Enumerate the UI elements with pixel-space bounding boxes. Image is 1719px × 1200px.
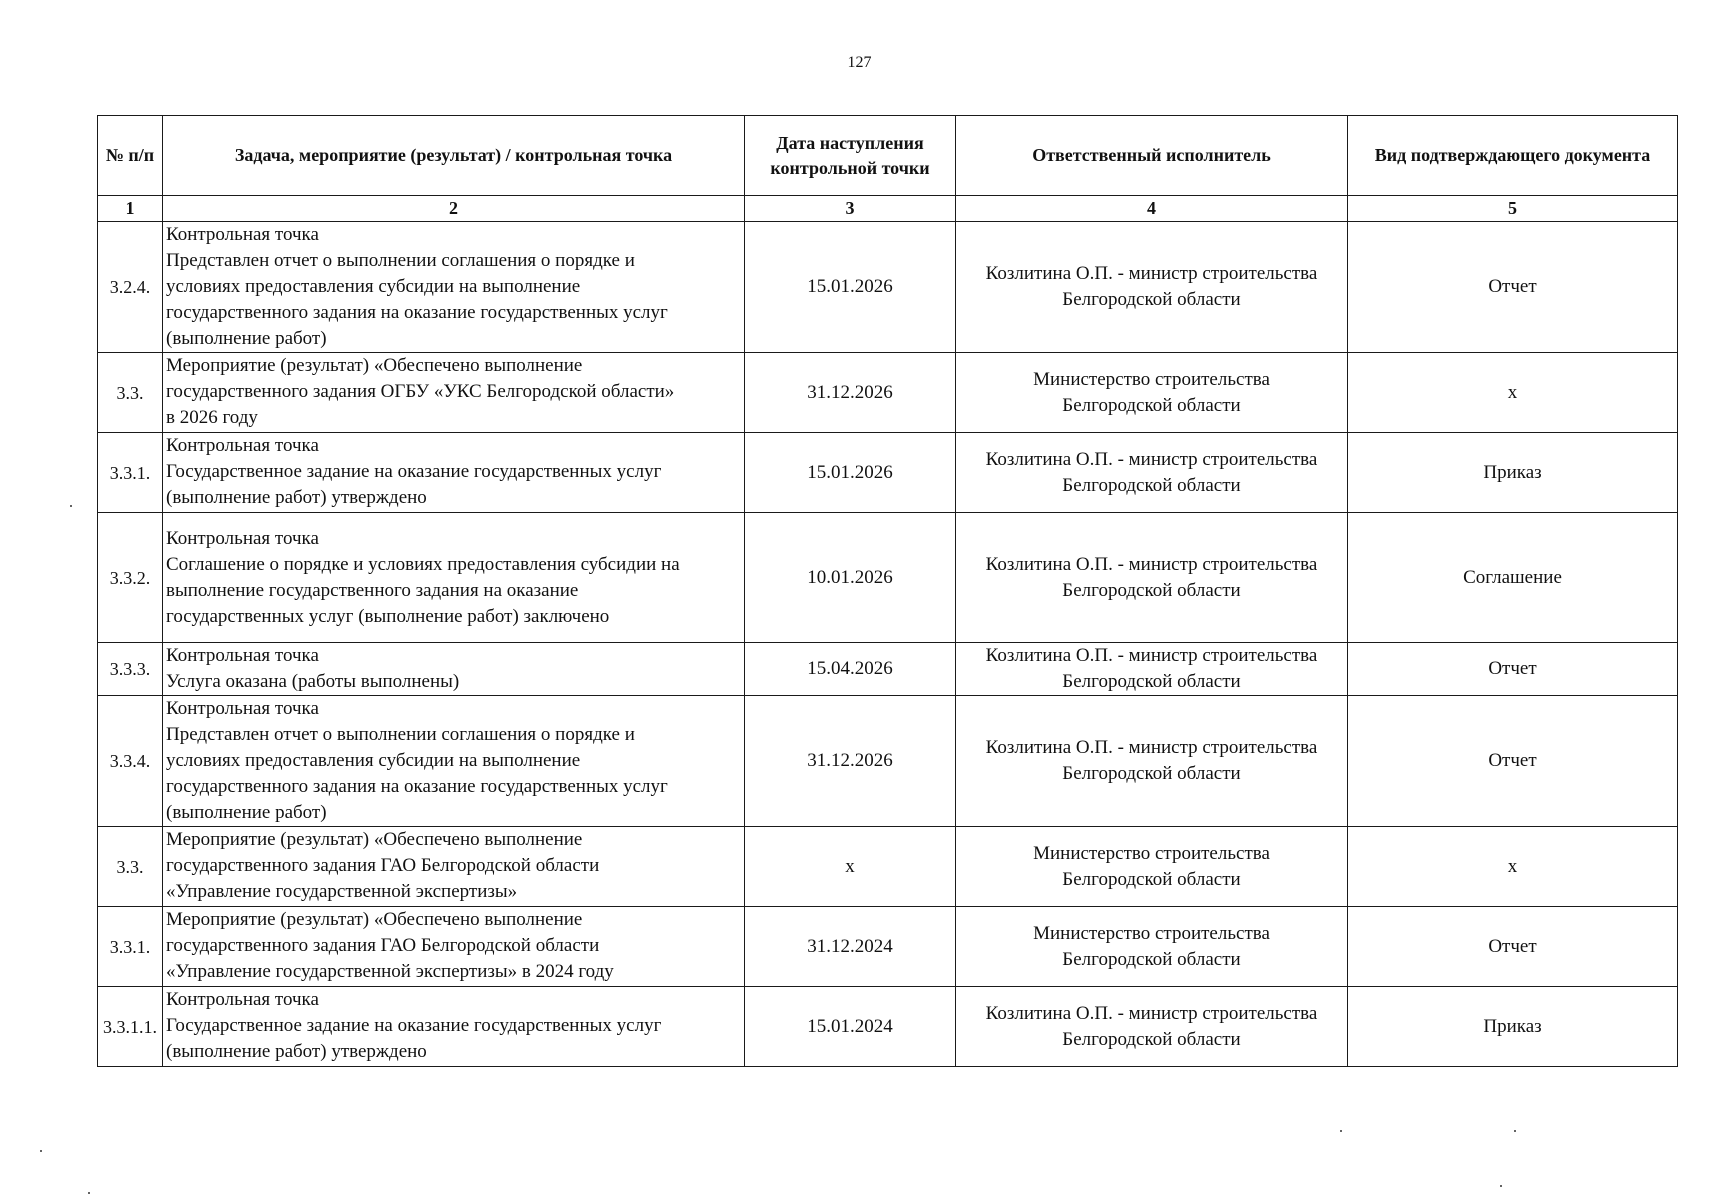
task-cell (163, 353, 745, 433)
responsible-line: Козлитина О.П. - министр строительства (985, 448, 1318, 470)
document-cell: x (1348, 353, 1678, 433)
task-line: Государственное задание на оказание государственных услуг (166, 461, 662, 482)
responsible-cell (956, 696, 1348, 827)
responsible-line: Белгородской области (1062, 1028, 1241, 1050)
responsible-line: Белгородской области (1062, 394, 1241, 416)
task-line: Контрольная точка (166, 435, 319, 456)
document-cell: Отчет (1348, 643, 1678, 696)
responsible-line: Белгородской области (1062, 579, 1241, 601)
responsible-line: Козлитина О.П. - министр строительства (985, 263, 1318, 284)
document-cell: Приказ (1348, 433, 1678, 513)
document-cell: Соглашение (1348, 513, 1678, 643)
document-cell: x (1348, 827, 1678, 907)
responsible-line: Белгородской области (1062, 289, 1241, 310)
row-number: 3.3. (98, 827, 163, 907)
task-cell (163, 907, 745, 987)
responsible-line: Козлитина О.П. - министр строительства (985, 553, 1318, 575)
responsible-line: Козлитина О.П. - министр строительства (985, 737, 1318, 758)
column-number: 2 (163, 196, 745, 222)
task-cell (163, 987, 745, 1067)
task-cell (163, 827, 745, 907)
task-line: государственного задания ГАО Белгородской области (166, 855, 600, 876)
responsible-line: Белгородской области (1062, 868, 1241, 890)
date-cell: x (745, 827, 956, 907)
responsible-cell (956, 907, 1348, 987)
responsible-line: Белгородской области (1062, 763, 1241, 784)
table-header-row (98, 116, 1678, 196)
responsible-cell (956, 513, 1348, 643)
date-cell: 15.01.2026 (745, 222, 956, 353)
task-line: Контрольная точка (166, 989, 319, 1010)
task-line: Услуга оказана (работы выполнены) (166, 671, 460, 692)
date-cell: 31.12.2026 (745, 696, 956, 827)
task-line: Представлен отчет о выполнении соглашения о порядке и (166, 724, 635, 745)
task-line: государственных услуг (выполнение работ) заключено (166, 605, 610, 627)
responsible-line: Белгородской области (1062, 948, 1241, 970)
task-line: (выполнение работ) утверждено (166, 487, 427, 508)
task-line: выполнение государственного задания на оказание (166, 579, 579, 601)
task-line: условиях предоставления субсидии на выполнение (166, 750, 581, 771)
row-number: 3.3.1. (98, 433, 163, 513)
responsible-line: Козлитина О.П. - министр строительства (985, 645, 1318, 666)
task-line: (выполнение работ) (166, 328, 327, 349)
document-cell: Отчет (1348, 222, 1678, 353)
responsible-cell (956, 827, 1348, 907)
date-cell: 31.12.2026 (745, 353, 956, 433)
date-cell: 15.01.2026 (745, 433, 956, 513)
table-row (98, 433, 1678, 513)
header-document: Вид подтверждающего документа (1348, 116, 1678, 196)
task-line: (выполнение работ) (166, 802, 327, 823)
date-cell: 31.12.2024 (745, 907, 956, 987)
task-line: государственного задания на оказание государственных услуг (166, 776, 668, 797)
row-number: 3.3. (98, 353, 163, 433)
responsible-line: Козлитина О.П. - министр строительства (985, 1002, 1318, 1024)
document-cell: Отчет (1348, 696, 1678, 827)
task-line: Контрольная точка (166, 527, 319, 549)
column-number: 5 (1348, 196, 1678, 222)
scan-speck (1340, 1130, 1342, 1132)
date-cell: 15.04.2026 (745, 643, 956, 696)
table-row (98, 696, 1678, 827)
responsible-cell (956, 222, 1348, 353)
header-task: Задача, мероприятие (результат) / контрольная точка (163, 116, 745, 196)
task-line: Мероприятие (результат) «Обеспечено выполнение (166, 829, 583, 850)
task-line: государственного задания ГАО Белгородской области (166, 935, 600, 956)
responsible-line: Белгородской области (1062, 671, 1241, 692)
task-line: Контрольная точка (166, 698, 319, 719)
table-row (98, 513, 1678, 643)
row-number: 3.3.4. (98, 696, 163, 827)
scan-speck (1500, 1185, 1502, 1187)
task-line: Соглашение о порядке и условиях предоставления субсидии на (166, 553, 680, 575)
responsible-line: Министерство строительства (1033, 842, 1270, 864)
header-date: Дата наступления контрольной точки (745, 116, 956, 196)
task-line: государственного задания ОГБУ «УКС Белгородской области» (166, 381, 675, 402)
column-number: 4 (956, 196, 1348, 222)
row-number: 3.3.1. (98, 907, 163, 987)
table-row (98, 353, 1678, 433)
table-row (98, 987, 1678, 1067)
task-line: условиях предоставления субсидии на выполнение (166, 276, 581, 297)
responsible-line: Министерство строительства (1033, 368, 1270, 390)
document-cell: Приказ (1348, 987, 1678, 1067)
page-number: 127 (847, 54, 872, 71)
responsible-line: Белгородской области (1062, 474, 1241, 496)
task-line: Контрольная точка (166, 645, 319, 666)
header-responsible: Ответственный исполнитель (956, 116, 1348, 196)
responsible-cell (956, 987, 1348, 1067)
task-line: «Управление государственной экспертизы» (166, 881, 518, 902)
task-line: в 2026 году (166, 407, 258, 428)
task-line: Государственное задание на оказание государственных услуг (166, 1015, 662, 1036)
row-number: 3.2.4. (98, 222, 163, 353)
task-line: Представлен отчет о выполнении соглашения о порядке и (166, 250, 635, 271)
control-points-table (97, 115, 1678, 1067)
row-number: 3.3.3. (98, 643, 163, 696)
table-row (98, 907, 1678, 987)
task-line: «Управление государственной экспертизы» в 2024 году (166, 961, 614, 982)
date-cell: 15.01.2024 (745, 987, 956, 1067)
row-number: 3.3.2. (98, 513, 163, 643)
scan-speck (70, 505, 72, 507)
task-line: Мероприятие (результат) «Обеспечено выполнение (166, 909, 583, 930)
responsible-line: Министерство строительства (1033, 922, 1270, 944)
task-line: Контрольная точка (166, 224, 319, 245)
column-number: 1 (98, 196, 163, 222)
column-number: 3 (745, 196, 956, 222)
document-cell: Отчет (1348, 907, 1678, 987)
task-cell (163, 433, 745, 513)
task-line: (выполнение работ) утверждено (166, 1041, 427, 1062)
table-row (98, 222, 1678, 353)
responsible-cell (956, 643, 1348, 696)
scan-speck (88, 1192, 90, 1194)
responsible-cell (956, 433, 1348, 513)
task-cell (163, 513, 745, 643)
responsible-cell (956, 353, 1348, 433)
task-cell (163, 643, 745, 696)
table-row (98, 643, 1678, 696)
task-cell (163, 222, 745, 353)
row-number: 3.3.1.1. (98, 987, 163, 1067)
column-number-row (98, 196, 1678, 222)
date-cell: 10.01.2026 (745, 513, 956, 643)
task-line: государственного задания на оказание государственных услуг (166, 302, 668, 323)
table-row (98, 827, 1678, 907)
task-line: Мероприятие (результат) «Обеспечено выполнение (166, 355, 583, 376)
scan-speck (40, 1150, 42, 1152)
header-number: № п/п (98, 116, 163, 196)
scan-speck (1514, 1130, 1516, 1132)
task-cell (163, 696, 745, 827)
